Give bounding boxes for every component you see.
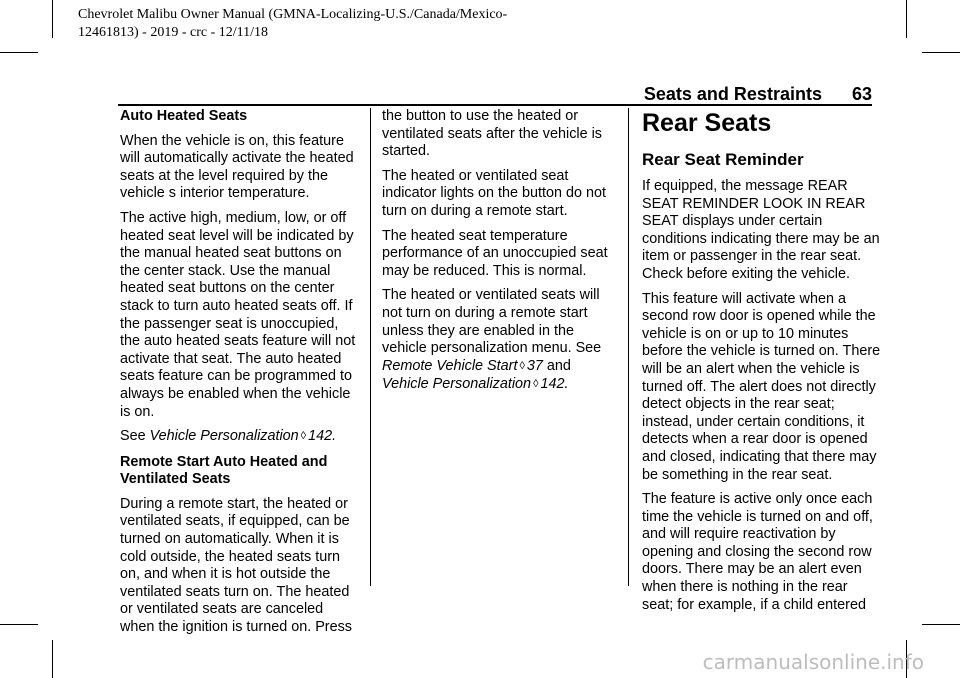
see-reference xyxy=(120,428,360,447)
crop-mark xyxy=(52,0,53,38)
paragraph: During a remote start, the heated or ventilated seats, if equipped, can be turned on automatically. When it is cold outside, the heated seats turn on, and when it is hot outside the ventilated seats turn on. The heated or ventilated seats are canceled when the ignition is turned on. Press xyxy=(120,495,352,636)
running-head xyxy=(644,84,872,105)
column-3 xyxy=(642,108,882,621)
watermark: carmanualsonline.info xyxy=(702,650,924,674)
heading-auto-heated-seats: Auto Heated Seats xyxy=(120,108,248,124)
crop-mark xyxy=(52,640,53,678)
header-rule xyxy=(118,104,872,106)
paragraph: The heated or ventilated seat indicator lights on the button do not turn on during a remote start. xyxy=(382,167,607,219)
column-1 xyxy=(120,108,360,644)
column-divider xyxy=(370,108,371,586)
link-vehicle-personalization[interactable]: Vehicle Personalization ◊ 142. xyxy=(382,376,569,393)
crop-mark xyxy=(906,0,907,38)
section-title: Seats and Restraints xyxy=(643,84,822,104)
heading-rear-seat-reminder: Rear Seat Reminder xyxy=(642,150,804,169)
see-prefix: See xyxy=(120,428,146,445)
paragraph: This feature will activate when a second row door is opened while the vehicle is on or up to 10 minutes before the vehicle is turned on. There will be an alert when the vehicle is turned off. The alert does not directly detect objects in the rear seat; instead, under certain conditions, it detects when a rear door is opened and closed, indicating that there may be something in the rear seat. xyxy=(642,290,881,483)
paragraph: If equipped, the message REAR SEAT REMINDER LOOK IN REAR SEAT displays under certain conditions indicating there may be an item or passenger in the rear seat. Check before exiting the vehicle. xyxy=(642,178,880,282)
crop-mark xyxy=(0,624,38,625)
page-number: 63 xyxy=(851,84,872,104)
document-meta-line2: 12461813) - 2019 - crc - 12/11/18 xyxy=(78,25,268,40)
column-2 xyxy=(382,108,612,402)
crop-mark xyxy=(0,52,38,53)
paragraph: The heated seat temperature performance of an unoccupied seat may be reduced. This is normal. xyxy=(382,227,608,279)
paragraph: The active high, medium, low, or off heated seat level will be indicated by the manual heated seat buttons on the center stack. Use the manual heated seat buttons on the center stack to turn auto heated seats off. If the passenger seat is unoccupied, the auto heated seats feature will not activate that seat. The auto heated seats feature can be programmed to always be enabled when the vehicle is on. xyxy=(120,209,356,420)
page-ref-icon: ◊ xyxy=(533,378,539,391)
column-divider xyxy=(628,108,629,586)
paragraph: The heated or ventilated seats will not turn on during a remote start unless they are enabled in the vehicle personalization menu. See Remote Vehicle Start ◊ 37 and Vehicle Personalization ◊ 142. xyxy=(382,287,602,393)
page-ref-icon: ◊ xyxy=(519,359,525,372)
paragraph: The feature is active only once each time the vehicle is turned on and off, and will require reactivation by opening and closing the second row doors. There may be an alert even when there is nothing in the rear seat; for example, if a child entered xyxy=(642,491,873,613)
heading-rear-seats: Rear Seats xyxy=(642,109,772,137)
heading-remote-start-seats: Remote Start Auto Heated and Ventilated Seats xyxy=(120,453,328,488)
document-meta-line1: Chevrolet Malibu Owner Manual (GMNA-Localizing-U.S./Canada/Mexico- xyxy=(78,7,508,22)
link-vehicle-personalization[interactable]: Vehicle Personalization ◊ 142. xyxy=(149,428,337,445)
document-meta xyxy=(78,6,638,42)
crop-mark xyxy=(922,52,960,53)
paragraph: When the vehicle is on, this feature will automatically activate the heated seats at the level required by the vehicle s interior temperature. xyxy=(120,132,354,202)
link-remote-vehicle-start[interactable]: Remote Vehicle Start ◊ 37 xyxy=(382,357,543,374)
page-ref-icon: ◊ xyxy=(300,430,307,443)
crop-mark xyxy=(922,624,960,625)
paragraph: the button to use the heated or ventilated seats after the vehicle is started. xyxy=(382,108,602,160)
